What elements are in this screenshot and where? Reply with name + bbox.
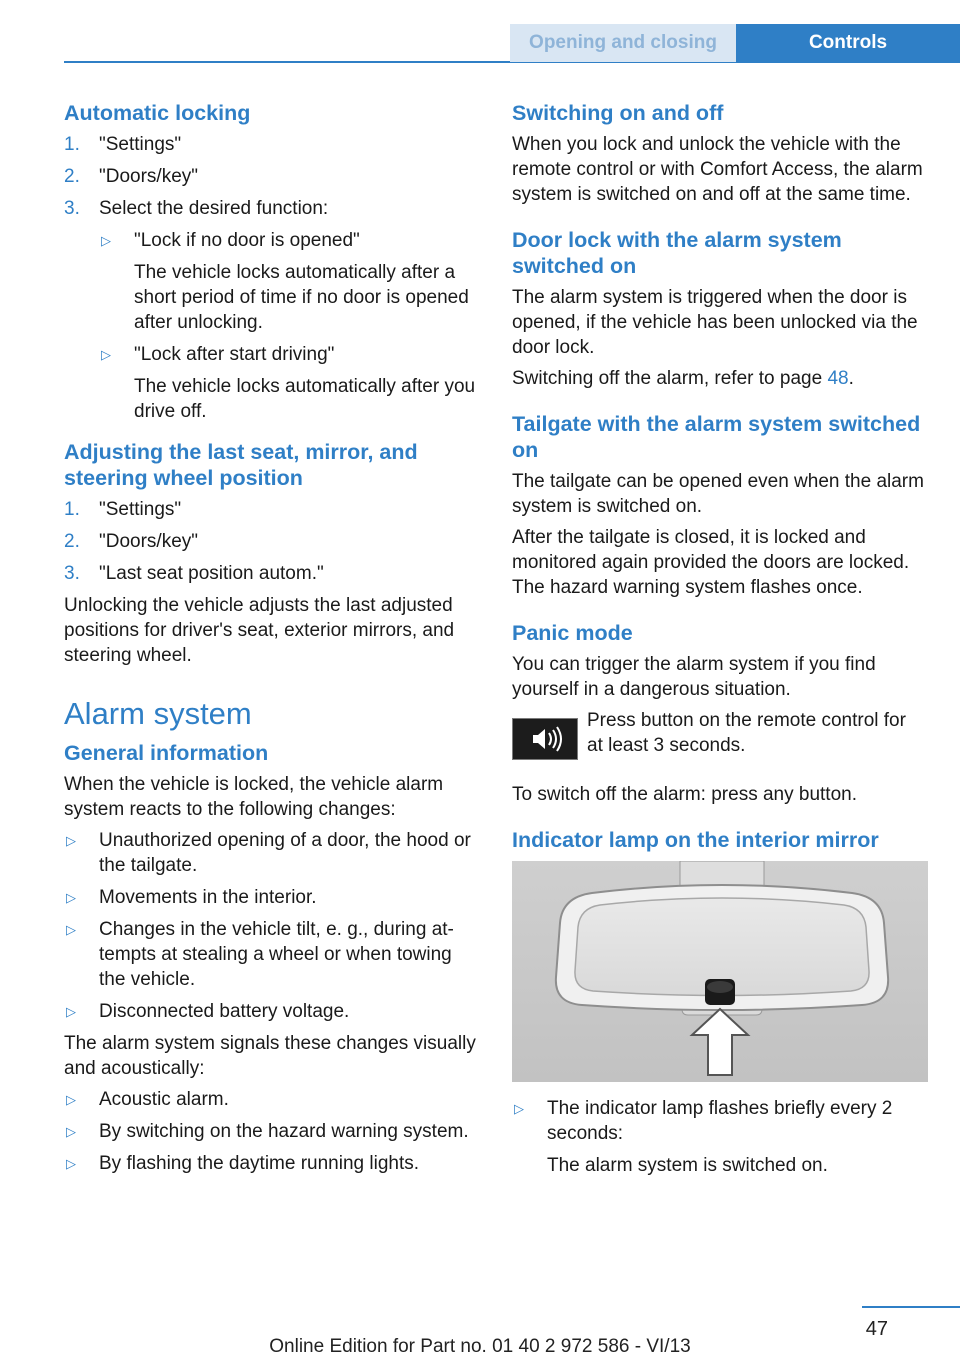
list-item-text: By switching on the hazard warning system. [99, 1121, 469, 1142]
option-item [99, 228, 478, 335]
step-item [64, 196, 478, 424]
option-item [99, 342, 478, 424]
list-item [64, 1151, 478, 1176]
door-lock-reference [512, 366, 926, 391]
header-section-label: Opening and closing [510, 24, 736, 62]
step-text: "Settings" [99, 134, 182, 155]
step-text: "Doors/key" [99, 531, 199, 552]
interior-mirror-illustration [512, 861, 928, 1082]
panic-button-icon [512, 718, 578, 760]
list-item [64, 917, 478, 992]
triangle-bullet-icon: ▷ [101, 233, 111, 248]
automatic-locking-heading: Automatic locking [64, 101, 251, 125]
edition-text: Online Edition for Part no. 01 40 2 972 586 - VI/13 [269, 1336, 691, 1357]
list-item-subtext: The alarm system is switched on. [547, 1155, 828, 1176]
list-item [64, 885, 478, 910]
left-column [64, 100, 478, 1183]
list-item-text: By flashing the daytime running lights. [99, 1153, 420, 1174]
list-item-text: Acoustic alarm. [99, 1089, 229, 1110]
page-footer [0, 1306, 960, 1362]
step-number: 2. [64, 531, 80, 552]
page-reference-link[interactable]: 48 [827, 368, 849, 389]
step-text: "Last seat position autom." [99, 563, 324, 584]
step-text: Select the desired function: [99, 198, 329, 219]
alarm-signals-list [64, 1087, 478, 1176]
seat-position-heading: Adjusting the last seat, mirror, and steering wheel position [64, 440, 418, 490]
option-label: "Lock if no door is opened" [134, 230, 360, 251]
step-item [64, 529, 478, 554]
step-item [64, 561, 478, 586]
right-column [512, 100, 926, 1185]
list-item-text: Movements in the interior. [99, 887, 317, 908]
step-number: 3. [64, 563, 80, 584]
list-item [512, 1096, 926, 1178]
step-text: "Doors/key" [99, 166, 199, 187]
general-information-heading: General information [64, 741, 269, 765]
switching-heading: Switching on and off [512, 101, 724, 125]
panic-button-instruction [512, 708, 926, 770]
step-text: "Settings" [99, 499, 182, 520]
alarm-changes-list [64, 828, 478, 1024]
step-number: 3. [64, 198, 80, 219]
switching-body: When you lock and unlock the vehicle with the remote control or with Comfort Access, the alarm system is switched on and off at the same time. [512, 134, 923, 205]
triangle-bullet-icon: ▷ [66, 1156, 76, 1171]
reference-suffix: . [848, 368, 854, 389]
switch-off-alarm-text: To switch off the alarm: press any button. [512, 784, 857, 805]
list-item-text: The indicator lamp flashes briefly every 2 seconds: [547, 1098, 893, 1144]
triangle-bullet-icon: ▷ [66, 1124, 76, 1139]
alarm-signals-intro: The alarm system signals these changes visually and acoustically: [64, 1033, 476, 1079]
list-item-text: Disconnected battery voltage. [99, 1001, 350, 1022]
door-lock-heading: Door lock with the alarm system switched on [512, 228, 842, 278]
automatic-locking-steps [64, 132, 478, 424]
option-description: The vehicle locks automatically after you drive off. [134, 376, 476, 422]
step-item [64, 132, 478, 157]
triangle-bullet-icon: ▷ [101, 347, 111, 362]
triangle-bullet-icon: ▷ [514, 1101, 524, 1116]
reference-text: Switching off the alarm, refer to page [512, 368, 828, 389]
triangle-bullet-icon: ▷ [66, 833, 76, 848]
tailgate-body-2: After the tailgate is closed, it is locked and monitored again provided the doors are locked. The hazard warning system flashes once. [512, 527, 910, 598]
list-item [64, 1087, 478, 1112]
alarm-system-heading: Alarm system [64, 696, 252, 731]
list-item [64, 999, 478, 1024]
indicator-lamp-heading: Indicator lamp on the interior mirror [512, 828, 879, 852]
triangle-bullet-icon: ▷ [66, 1004, 76, 1019]
triangle-bullet-icon: ▷ [66, 890, 76, 905]
header-chapter-tab: Controls [736, 24, 960, 62]
panic-mode-heading: Panic mode [512, 621, 633, 645]
step-number: 2. [64, 166, 80, 187]
step-number: 1. [64, 499, 80, 520]
door-lock-body: The alarm system is triggered when the door is opened, if the vehicle has been unlocked via the door lock. [512, 287, 918, 358]
step-item [64, 164, 478, 189]
footer-rule [862, 1306, 960, 1308]
triangle-bullet-icon: ▷ [66, 1092, 76, 1107]
list-item [64, 1119, 478, 1144]
seat-position-steps [64, 497, 478, 586]
option-label: "Lock after start driving" [134, 344, 335, 365]
page-number: 47 [865, 1318, 888, 1340]
step-item [64, 497, 478, 522]
alarm-intro: When the vehicle is locked, the vehicle alarm system reacts to the following changes: [64, 774, 444, 820]
panic-mode-body: You can trigger the alarm system if you find yourself in a dangerous situation. [512, 654, 876, 700]
step-number: 1. [64, 134, 80, 155]
list-item [64, 828, 478, 878]
triangle-bullet-icon: ▷ [66, 922, 76, 937]
indicator-lamp-list [512, 1096, 926, 1178]
panic-button-text: Press button on the remote control for at least 3 seconds. [587, 710, 906, 756]
tailgate-body-1: The tailgate can be opened even when the alarm system is switched on. [512, 471, 924, 517]
list-item-text: Unauthorized opening of a door, the hood or the tailgate. [99, 830, 471, 876]
seat-position-body: Unlocking the vehicle adjusts the last adjusted positions for driver's seat, exterior mirrors, and steering wheel. [64, 595, 455, 666]
locking-options [99, 228, 478, 424]
page-header [0, 0, 960, 64]
list-item-text: Changes in the vehicle tilt, e. g., during attempts at stealing a wheel or when towing the vehicle. [99, 919, 454, 990]
tailgate-heading: Tailgate with the alarm system switched on [512, 412, 921, 462]
option-description: The vehicle locks automatically after a short period of time if no door is opened after unlocking. [134, 262, 469, 333]
